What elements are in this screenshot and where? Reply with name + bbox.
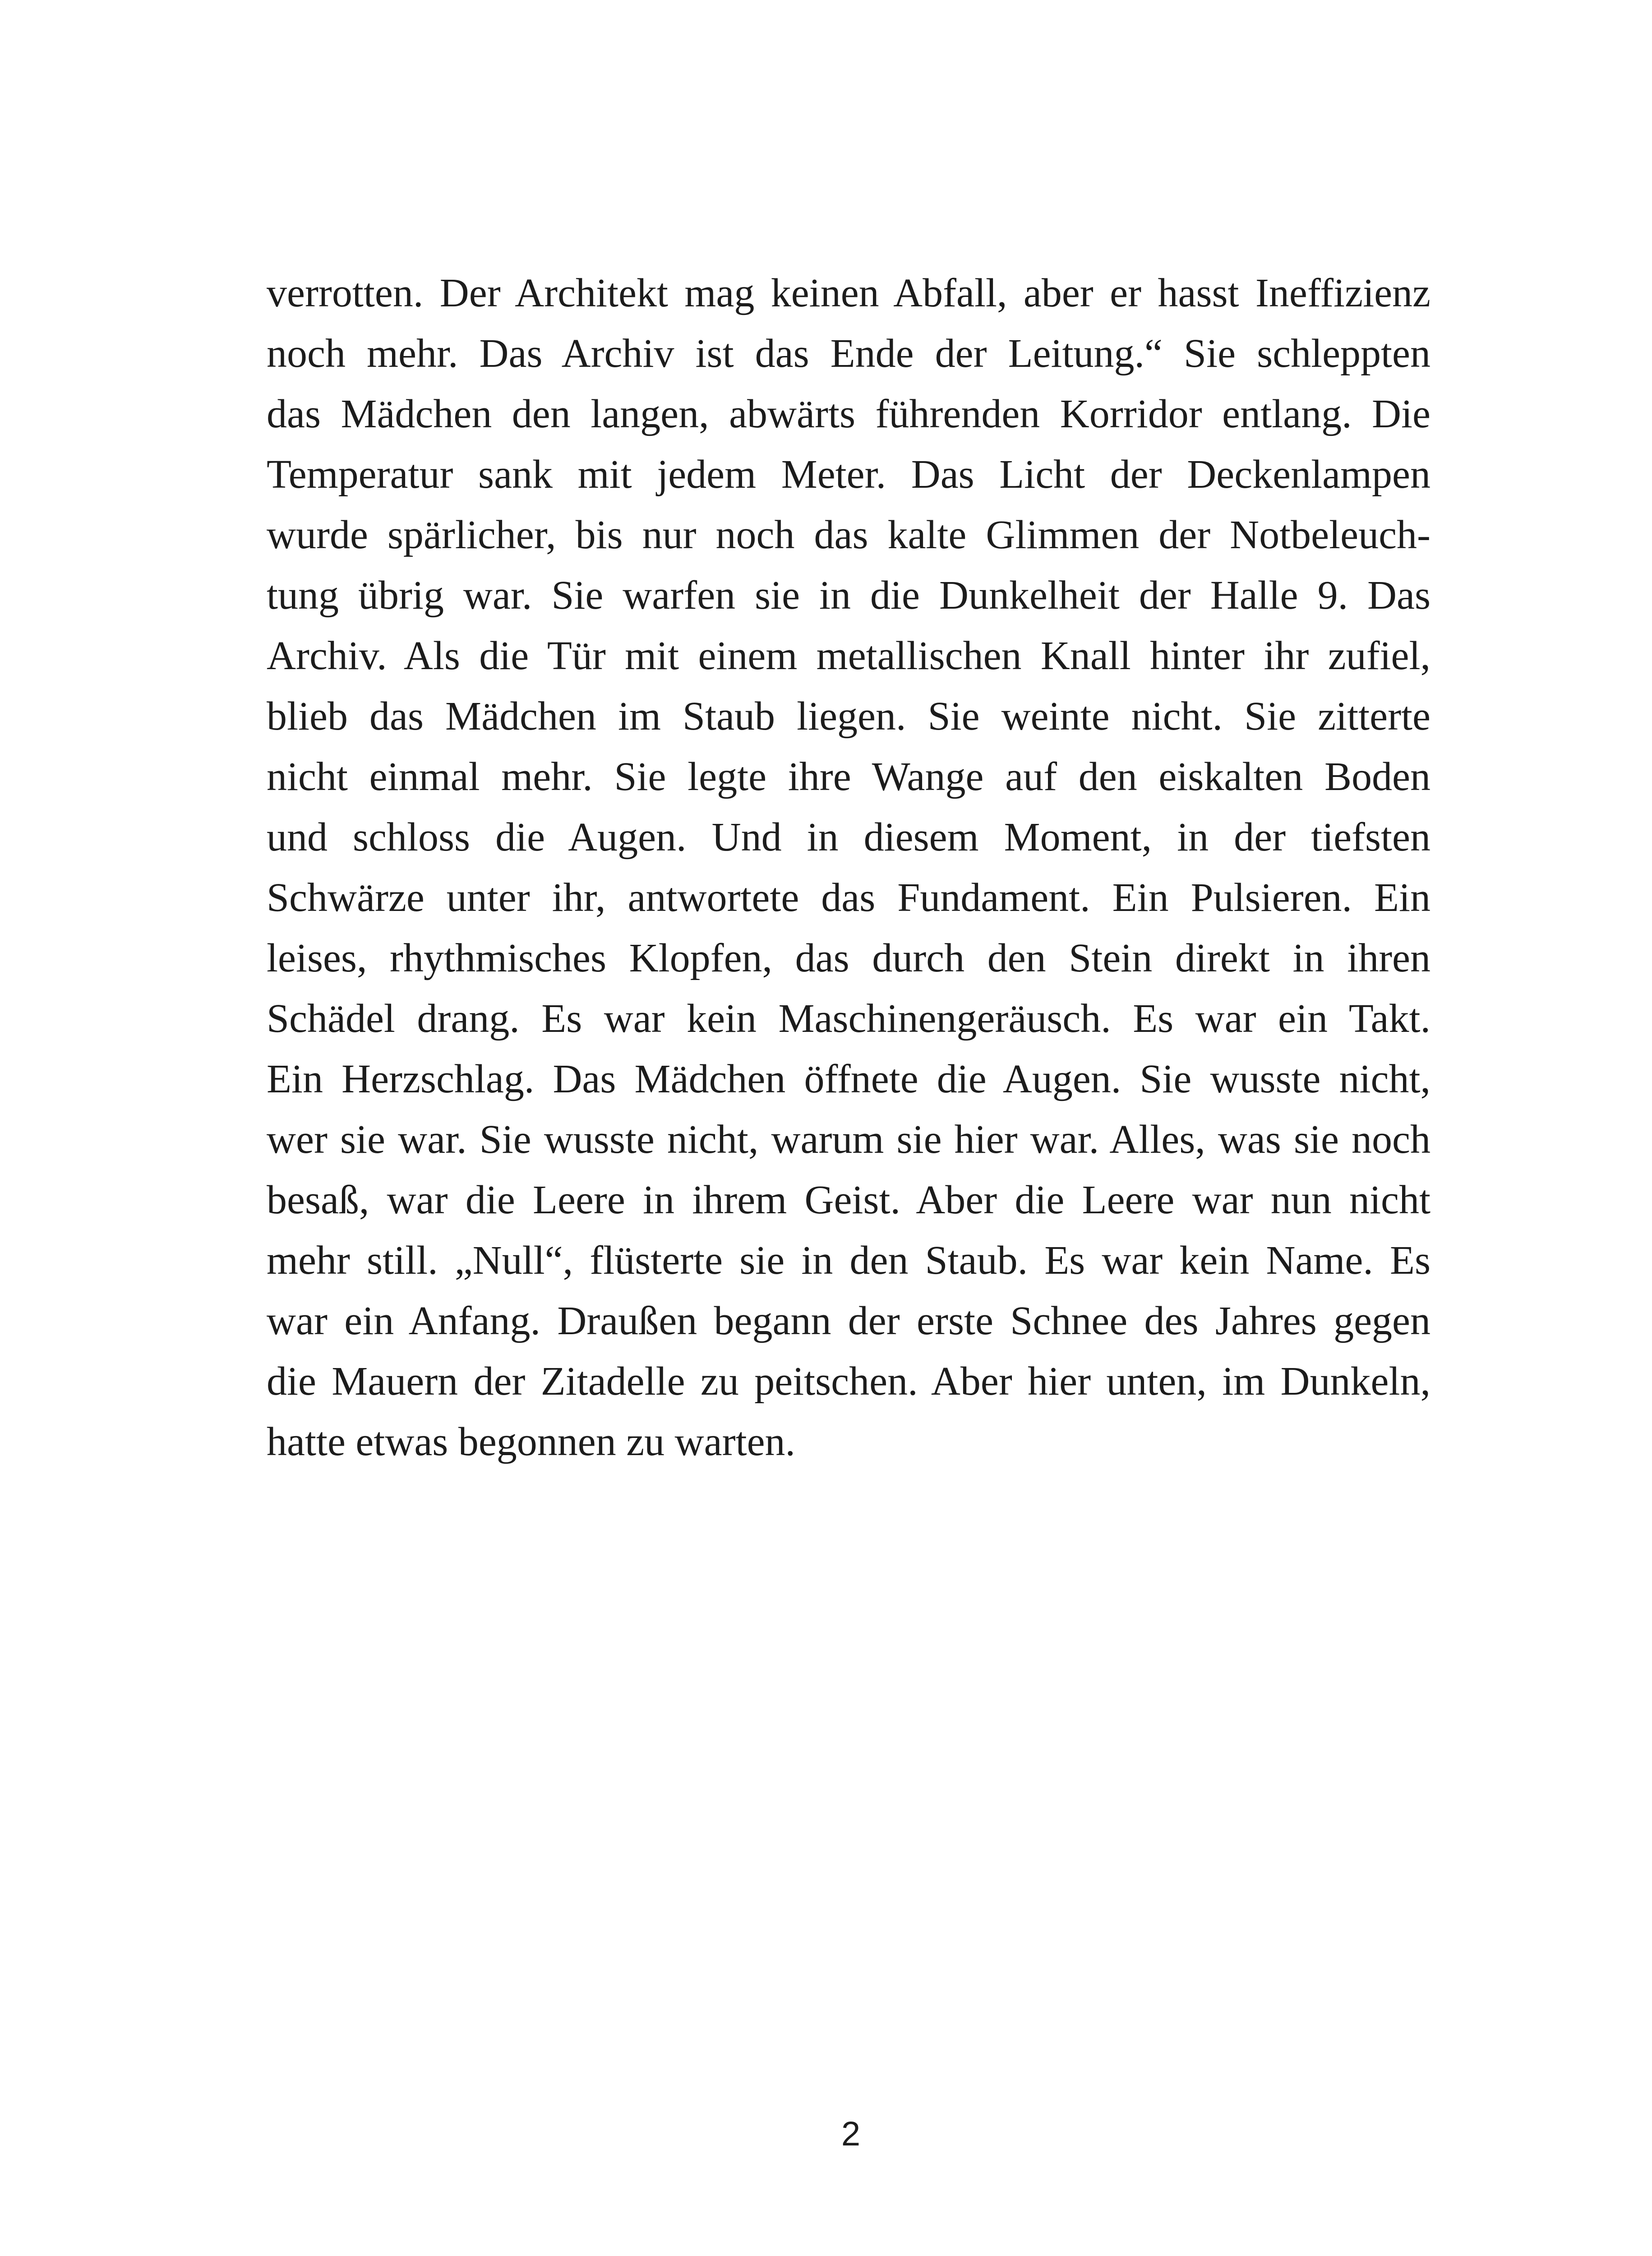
text-line: Schwärze unter ihr, antwortete das Fundament. Ein Pulsieren. Ein (267, 875, 1431, 920)
text-line: noch mehr. Das Archiv ist das Ende der Leitung.“ Sie schleppten (267, 331, 1431, 376)
text-line: mehr still. „Null“, flüsterte sie in den Staub. Es war kein Name. Es (267, 1238, 1431, 1283)
text-line: nicht einmal mehr. Sie legte ihre Wange auf den eiskalten Boden (267, 754, 1431, 799)
text-line: wer sie war. Sie wusste nicht, warum sie hier war. Alles, was sie noch (267, 1117, 1431, 1162)
text-line: Ein Herzschlag. Das Mädchen öffnete die Augen. Sie wusste nicht, (267, 1057, 1431, 1101)
text-line: Temperatur sank mit jedem Meter. Das Licht der Deckenlampen (267, 452, 1431, 497)
text-line: Archiv. Als die Tür mit einem metallischen Knall hinter ihr zufiel, (267, 633, 1431, 678)
text-line: blieb das Mädchen im Staub liegen. Sie weinte nicht. Sie zitterte (267, 694, 1431, 739)
text-line: wurde spärlicher, bis nur noch das kalte Glimmen der Notbeleuch- (267, 513, 1431, 557)
text-line: leises, rhythmisches Klopfen, das durch den Stein direkt in ihren (267, 936, 1431, 980)
text-line: das Mädchen den langen, abwärts führenden Korridor entlang. Die (267, 392, 1431, 436)
text-line: war ein Anfang. Draußen begann der erste Schnee des Jahres gegen (267, 1299, 1431, 1343)
text-line: die Mauern der Zitadelle zu peitschen. Aber hier unten, im Dunkeln, (267, 1359, 1431, 1404)
text-line: besaß, war die Leere in ihrem Geist. Aber die Leere war nun nicht (267, 1178, 1431, 1222)
text-line: und schloss die Augen. Und in diesem Moment, in der tiefsten (267, 815, 1431, 860)
text-line: hatte etwas begonnen zu warten. (267, 1419, 796, 1464)
page-number: 2 (841, 2115, 861, 2153)
text-line: verrotten. Der Architekt mag keinen Abfall, aber er hasst Ineffizienz (267, 271, 1431, 315)
body-text (267, 263, 1431, 1472)
text-line: Schädel drang. Es war kein Maschinengeräusch. Es war ein Takt. (267, 996, 1431, 1041)
text-line: tung übrig war. Sie warfen sie in die Dunkelheit der Halle 9. Das (267, 573, 1431, 618)
